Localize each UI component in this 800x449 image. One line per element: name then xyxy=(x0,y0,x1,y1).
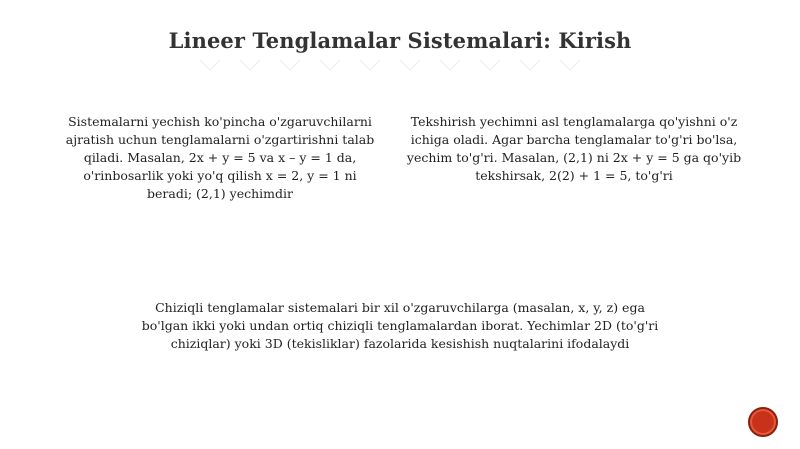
left-text-block: Sistemalarni yechish ko'pincha o'zgaruvchilarni ajratish uchun tenglamalarni o'zgartirishni talab qiladi. Masalan, 2x + y = 5 va x – y = 1 da, o'rinbosarlik yoki yo'q qilish x = 2, y = 1 ni beradi; (2,1) yechimdir xyxy=(65,114,375,201)
next-slide-button[interactable] xyxy=(748,407,778,437)
bottom-text-block: Chiziqli tenglamalar sistemalari bir xil o'zgaruvchilarga (masalan, x, y, z) ega bo'lgan ikki yoki undan ortiq chiziqli tenglamalardan iborat. Yechimlar 2D (to'g'ri chiziqlar) yoki 3D (tekisliklar) fazolarida kesishish nuqtalarini ifodalaydi xyxy=(141,300,659,351)
right-text-block: Tekshirish yechimni asl tenglamalarga qo'yishni o'z ichiga oladi. Agar barcha tenglamalar to'g'ri bo'lsa, yechim to'g'ri. Masalan, (2,1) ni 2x + y = 5 ga qo'yib tekshirsak, 2(2) + 1 = 5, to'g'ri xyxy=(406,114,742,183)
slide-title: Lineer Tenglamalar Sistemalari: Kirish xyxy=(168,28,632,53)
